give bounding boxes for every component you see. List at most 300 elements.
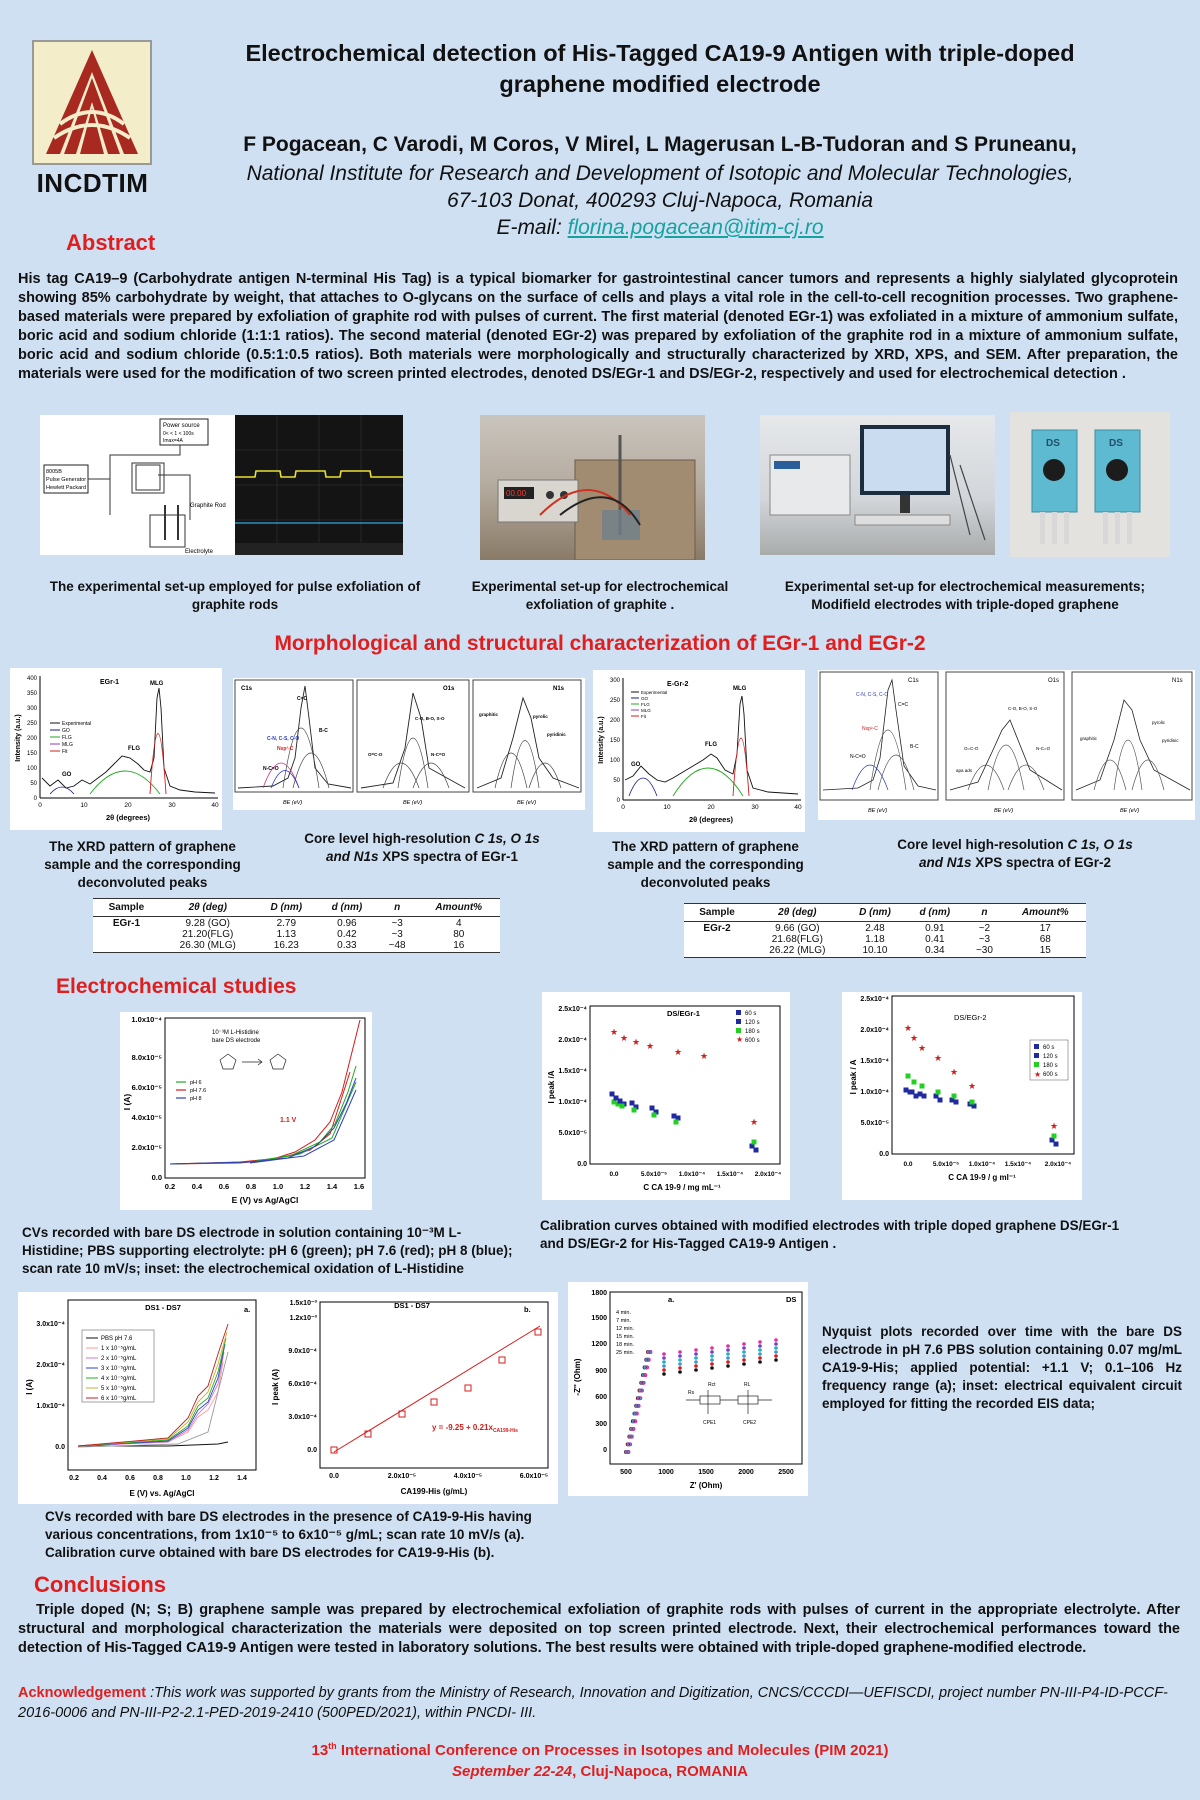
xps2-panel-c1s: C1s bbox=[908, 678, 919, 684]
nyq-point bbox=[678, 1366, 682, 1370]
cvds-legend-2: 2 x 10⁻⁵g/mL bbox=[101, 1356, 137, 1362]
nyq-point bbox=[742, 1358, 746, 1362]
t2-n-2: ~30 bbox=[975, 945, 993, 956]
schematic-rod-label: Graphite Rod bbox=[190, 503, 226, 509]
cvds-legend-3: 3 x 10⁻⁵g/mL bbox=[101, 1366, 137, 1372]
nyq-point bbox=[710, 1362, 714, 1366]
xps1-xlabel-1: BE (eV) bbox=[283, 800, 303, 806]
cvh-xtick-0: 0.2 bbox=[164, 1182, 176, 1191]
nyq-point bbox=[758, 1344, 762, 1348]
calb-xtick-1: 2.0x10⁻⁵ bbox=[387, 1473, 417, 1480]
nyq-point bbox=[774, 1338, 778, 1342]
cvds-xtick-4: 1.0 bbox=[181, 1475, 191, 1482]
nyq-point bbox=[694, 1360, 698, 1364]
xps2-xlabel-2: BE (eV) bbox=[994, 808, 1014, 814]
t2-theta-2: 26.22 (MLG) bbox=[769, 945, 826, 956]
cv-histidine-chart bbox=[120, 1012, 372, 1210]
caption-xps-egr2 bbox=[885, 836, 1145, 872]
svg-text:★: ★ bbox=[736, 1035, 744, 1044]
cvds-title: DS1 - DS7 bbox=[145, 1303, 181, 1312]
cal1-point-180s bbox=[674, 1120, 679, 1125]
cvds-xtick-1: 0.4 bbox=[97, 1475, 107, 1482]
t1-n-2: ~48 bbox=[388, 940, 406, 951]
conf-num: 13 bbox=[311, 1742, 329, 1759]
conf-date: September 22-24 bbox=[452, 1763, 573, 1780]
cvh-ytick-0: 0.0 bbox=[151, 1173, 162, 1182]
cal1-xtick-0: 0.0 bbox=[609, 1171, 619, 1178]
nyq-legend-1: 7 min. bbox=[616, 1318, 631, 1324]
pulse-setup-schematic bbox=[40, 415, 235, 555]
t1-theta-2: 26.30 (MLG) bbox=[179, 940, 236, 951]
xps2-label-bc: B-C bbox=[910, 744, 919, 750]
xps2-panel-n1s: N1s bbox=[1172, 678, 1183, 684]
nyquist-chart bbox=[568, 1282, 808, 1496]
caption-xps-egr1 bbox=[292, 830, 552, 866]
xrd2-title: E-Gr-2 bbox=[667, 681, 689, 688]
nyq-point bbox=[726, 1364, 730, 1368]
svg-text:100: 100 bbox=[609, 758, 620, 764]
xrd2-ylabel: Intensity (a.u.) bbox=[598, 716, 605, 764]
svg-text:30: 30 bbox=[751, 804, 759, 811]
schematic-gen-type: Pulse Generator bbox=[46, 477, 87, 483]
calb-point bbox=[535, 1329, 541, 1335]
cal2-point-600s: ★ bbox=[934, 1053, 943, 1063]
nyq-xtick-2: 1500 bbox=[698, 1469, 714, 1476]
logo bbox=[32, 40, 152, 165]
nyq-point bbox=[774, 1342, 778, 1346]
t1-head-d: d (nm) bbox=[317, 899, 377, 917]
cvh-xlabel: E (V) vs Ag/AgCl bbox=[231, 1195, 299, 1205]
nyq-point bbox=[774, 1358, 778, 1362]
caption-cv-ds: CVs recorded with bare DS electrodes in the presence of CA19-9-His having various concentrations, from 1x10⁻⁵ to 6x10⁻⁵ g/mL; scan rate 10 mV/s (a). Calibration curve obtained with bare DS electrodes for CA19-9-His (b). bbox=[45, 1509, 532, 1560]
xps1-label-nco: N-C=O bbox=[263, 766, 279, 772]
xrd1-peak-mlg: MLG bbox=[150, 681, 164, 687]
svg-text:300: 300 bbox=[609, 678, 620, 684]
email-link[interactable]: florina.pogacean@itim-cj.ro bbox=[567, 216, 824, 239]
calb-xtick-3: 6.0x10⁻⁵ bbox=[519, 1473, 549, 1480]
xrd1-peak-go: GO bbox=[62, 772, 72, 778]
t2-amount-2: 15 bbox=[1039, 945, 1051, 956]
poster-title-line1: Electrochemical detection of His-Tagged CA19-9 Antigen with triple-doped bbox=[245, 40, 1075, 66]
cal1-ytick-2: 1.0x10⁻⁴ bbox=[558, 1099, 587, 1106]
nyq-circuit-rl: RL bbox=[744, 1382, 751, 1388]
cvds-panel: a. bbox=[244, 1305, 251, 1314]
t2-n-0: ~2 bbox=[978, 923, 991, 934]
t1-sample: EGr-1 bbox=[93, 917, 160, 953]
cvds-xtick-6: 1.4 bbox=[237, 1475, 247, 1482]
t1-d-1: 0.42 bbox=[337, 929, 357, 940]
nyq-ytick-5: 1500 bbox=[591, 1315, 607, 1322]
t2-D-2: 10.10 bbox=[862, 945, 888, 956]
calb-xtick-0: 0.0 bbox=[329, 1473, 339, 1480]
cvh-ytick-1: 2.0x10⁻⁵ bbox=[131, 1143, 162, 1152]
svg-text:0: 0 bbox=[621, 804, 625, 811]
nyq-point bbox=[678, 1358, 682, 1362]
svg-text:200: 200 bbox=[609, 718, 620, 724]
nyq-point bbox=[758, 1348, 762, 1352]
cvh-xtick-3: 0.8 bbox=[245, 1182, 257, 1191]
cvds-xtick-2: 0.6 bbox=[125, 1475, 135, 1482]
svg-text:400: 400 bbox=[26, 676, 37, 682]
calb-point bbox=[431, 1399, 437, 1405]
cal2-xtick-2: 1.0x10⁻⁴ bbox=[968, 1161, 996, 1168]
cal2-point-600s: ★ bbox=[910, 1033, 919, 1043]
cvh-xtick-4: 1.0 bbox=[272, 1182, 284, 1191]
nyq-point bbox=[710, 1346, 714, 1350]
calb-xlabel: CA199-His (g/mL) bbox=[400, 1487, 468, 1496]
svg-text:200: 200 bbox=[26, 736, 37, 742]
svg-text:★: ★ bbox=[1034, 1070, 1042, 1079]
t2-n-1: ~3 bbox=[978, 934, 991, 945]
caption-exfoliation-setup: Experimental set-up for electrochemical exfoliation of graphite . bbox=[471, 579, 729, 612]
svg-text:300: 300 bbox=[26, 706, 37, 712]
nyq-point bbox=[678, 1370, 682, 1374]
nyq-point bbox=[662, 1352, 666, 1356]
schematic-gen-maker: Hewlett Packard bbox=[46, 485, 87, 491]
cal1-point-180s bbox=[752, 1140, 757, 1145]
xrd2-peak-flg: FLG bbox=[705, 742, 717, 748]
cal1-xlabel: C CA 19-9 / mg mL⁻¹ bbox=[643, 1183, 721, 1192]
cal2-legend-0: 60 s bbox=[1043, 1045, 1055, 1051]
xps2-label-pyrolic: pyrolic bbox=[1152, 720, 1166, 725]
cvds-legend-0: PBS pH 7.6 bbox=[101, 1336, 133, 1342]
svg-text:00.00: 00.00 bbox=[506, 489, 527, 498]
t1-D-0: 2.79 bbox=[276, 918, 297, 929]
t2-sample: EGr-2 bbox=[684, 922, 750, 958]
cal2-xtick-1: 5.0x10⁻⁵ bbox=[932, 1161, 960, 1168]
xps1-label-nco2: N-C=O bbox=[431, 752, 446, 757]
nyq-point bbox=[678, 1362, 682, 1366]
cal2-xtick-3: 1.5x10⁻⁴ bbox=[1004, 1161, 1032, 1168]
cal1-ytick-1: 5.0x10⁻⁵ bbox=[558, 1130, 587, 1137]
xps1-xlabel-3: BE (eV) bbox=[517, 800, 537, 806]
t2-amount-0: 17 bbox=[1039, 923, 1051, 934]
nyq-xlabel: Z' (Ohm) bbox=[689, 1481, 723, 1490]
nyq-circuit-cpe2: CPE2 bbox=[743, 1420, 757, 1426]
nyq-point bbox=[742, 1362, 746, 1366]
xps1-label-oco: O=C-O bbox=[368, 752, 383, 757]
t1-n-0: ~3 bbox=[391, 918, 403, 929]
electrode-2-label: DS bbox=[1109, 438, 1123, 449]
nyq-point bbox=[694, 1364, 698, 1368]
nyq-legend-0: 4 min. bbox=[616, 1310, 631, 1316]
t1-head-theta: 2θ (deg) bbox=[160, 899, 256, 917]
nyq-circuit-cpe1: CPE1 bbox=[703, 1420, 717, 1426]
calb-ytick-1: 3.0x10⁻⁴ bbox=[288, 1414, 317, 1421]
t1-n-1: ~3 bbox=[391, 929, 403, 940]
cal1-xtick-2: 1.0x10⁻⁴ bbox=[678, 1171, 706, 1178]
t1-amount-2: 16 bbox=[453, 940, 465, 951]
t1-d-2: 0.33 bbox=[337, 940, 357, 951]
cal2-ytick-4: 2.0x10⁻⁴ bbox=[860, 1027, 889, 1034]
nyq-point bbox=[726, 1348, 730, 1352]
t1-D-2: 16.23 bbox=[273, 940, 299, 951]
cvds-ytick-1: 1.0x10⁻⁴ bbox=[36, 1403, 65, 1410]
schematic-power-label: Power source bbox=[163, 423, 200, 429]
svg-text:0: 0 bbox=[33, 796, 37, 802]
cal2-point-180s bbox=[920, 1084, 925, 1089]
caption-xps2-c: XPS spectra of EGr-2 bbox=[971, 855, 1112, 870]
xps1-label-bc: B-C bbox=[319, 728, 328, 734]
xps2-label-graphitic: graphitic bbox=[1080, 736, 1098, 741]
conference-date-line bbox=[0, 1763, 1200, 1780]
logo-text: INCDTIM bbox=[36, 168, 149, 198]
xps2-xlabel-3: BE (eV) bbox=[1120, 808, 1140, 814]
calb-point bbox=[365, 1431, 371, 1437]
cal2-xtick-4: 2.0x10⁻⁴ bbox=[1044, 1161, 1072, 1168]
morphology-heading: Morphological and structural characterization of EGr-1 and EGr-2 bbox=[274, 632, 926, 655]
nyq-ytick-2: 600 bbox=[595, 1394, 607, 1401]
cal1-point-600s: ★ bbox=[632, 1037, 641, 1047]
nyq-point bbox=[742, 1354, 746, 1358]
xps2-label-nsp: Nsp²-C bbox=[862, 726, 878, 732]
xrd-chart-egr2 bbox=[593, 670, 805, 832]
cal2-ytick-2: 1.0x10⁻⁴ bbox=[860, 1089, 889, 1096]
cal1-point-600s: ★ bbox=[610, 1027, 619, 1037]
nyq-point bbox=[774, 1354, 778, 1358]
cvh-xtick-5: 1.2 bbox=[299, 1182, 311, 1191]
cvh-xtick-1: 0.4 bbox=[191, 1182, 203, 1191]
xrd-table-egr1 bbox=[93, 898, 500, 953]
xrd-table-egr2 bbox=[684, 903, 1086, 958]
nyq-circuit-rct: Rct bbox=[708, 1382, 716, 1388]
xrd2-peak-go: GO bbox=[631, 762, 641, 768]
xrd2-legend-mlg: MLG bbox=[641, 708, 651, 713]
cal1-point-600s: ★ bbox=[674, 1047, 683, 1057]
calibration-chart-egr1 bbox=[542, 992, 790, 1200]
nyq-point bbox=[694, 1356, 698, 1360]
address: 67-103 Donat, 400293 Cluj-Napoca, Romania bbox=[446, 189, 874, 212]
cvds-ytick-2: 2.0x10⁻⁴ bbox=[36, 1362, 65, 1369]
xrd1-peak-flg: FLG bbox=[128, 746, 140, 752]
xps2-label-oco: O=C-O bbox=[964, 746, 979, 751]
svg-text:40: 40 bbox=[211, 802, 219, 809]
cal1-legend-3: 600 s bbox=[745, 1038, 760, 1044]
nyq-point bbox=[710, 1354, 714, 1358]
nyq-point bbox=[726, 1344, 730, 1348]
calb-title: DS1 - DS7 bbox=[394, 1301, 430, 1310]
nyq-ytick-4: 1200 bbox=[591, 1341, 607, 1348]
caption-xps2-a: Core level high-resolution bbox=[897, 837, 1068, 852]
cv-ds-chart bbox=[18, 1292, 262, 1504]
xps2-label-co: C-O, B-O, S-O bbox=[1008, 706, 1038, 711]
cvds-ytick-3: 3.0x10⁻⁴ bbox=[36, 1321, 65, 1328]
nyq-point bbox=[678, 1354, 682, 1358]
xps1-label-cn: C-N, C-S, C-O bbox=[267, 736, 300, 742]
nyq-point bbox=[662, 1364, 666, 1368]
cvh-xtick-2: 0.6 bbox=[218, 1182, 230, 1191]
calb-ytick-5: 1.5x10⁻³ bbox=[289, 1300, 317, 1307]
cvh-inset2: bare DS electrode bbox=[212, 1038, 261, 1044]
calb-eq-sub: CA199-His bbox=[492, 1428, 518, 1434]
cal1-xtick-3: 1.5x10⁻⁴ bbox=[716, 1171, 744, 1178]
schematic-electrolyte-label: Electrolyte bbox=[185, 549, 214, 555]
svg-text:40: 40 bbox=[794, 804, 802, 811]
t2-theta-1: 21.68(FLG) bbox=[771, 934, 823, 945]
cvh-ytick-5: 1.0x10⁻⁴ bbox=[131, 1015, 162, 1024]
xps2-label-nco: N-C=O bbox=[850, 754, 866, 760]
xps2-label-nco2: N-C=O bbox=[1036, 746, 1051, 751]
xps2-label-apa: apa ads bbox=[956, 768, 973, 773]
cvh-xtick-7: 1.6 bbox=[353, 1182, 365, 1191]
cal2-point-600s: ★ bbox=[904, 1023, 913, 1033]
nyq-ytick-3: 900 bbox=[595, 1368, 607, 1375]
cvds-legend-4: 4 x 10⁻⁵g/mL bbox=[101, 1376, 137, 1382]
xrd2-xlabel: 2θ (degrees) bbox=[688, 815, 734, 824]
cal1-point-600s: ★ bbox=[750, 1117, 759, 1127]
cvds-legend-6: 6 x 10⁻⁵g/mL bbox=[101, 1396, 137, 1402]
ack-label: Acknowledgement bbox=[18, 1685, 147, 1701]
xps2-panel-o1s: O1s bbox=[1048, 678, 1060, 684]
calb-ytick-0: 0.0 bbox=[307, 1447, 317, 1454]
t1-theta-0: 9.28 (GO) bbox=[185, 918, 230, 929]
calb-point bbox=[499, 1357, 505, 1363]
acknowledgement bbox=[18, 1683, 1168, 1723]
cal2-ytick-5: 2.5x10⁻⁴ bbox=[860, 996, 889, 1003]
svg-text:30: 30 bbox=[168, 802, 176, 809]
xrd2-legend-exp: Experimental bbox=[641, 690, 668, 695]
cvds-legend-5: 5 x 10⁻⁵g/mL bbox=[101, 1386, 137, 1392]
conf-place: , Cluj-Napoca, ROMANIA bbox=[572, 1763, 748, 1780]
cal1-point-600s: ★ bbox=[646, 1041, 655, 1051]
svg-text:10: 10 bbox=[80, 802, 88, 809]
caption-xrd-egr2: The XRD pattern of graphene sample and the corresponding deconvoluted peaks bbox=[607, 839, 804, 890]
caption-nyquist: Nyquist plots recorded over time with the bare DS electrode in pH 7.6 PBS solution containing 0.07 mg/mL CA19-9-His; applied potential: +1.1 V; 0.1–106 Hz frequency range (a); inset: electrical equivalent circuit employed for fitting the recorded EIS data; bbox=[822, 1324, 1182, 1411]
cvh-legend-2: pH 8 bbox=[190, 1096, 202, 1102]
conclusions-heading: Conclusions bbox=[34, 1572, 167, 1597]
nyq-point bbox=[726, 1360, 730, 1364]
xps1-panel-c1s: C1s bbox=[241, 686, 253, 692]
authors: F Pogacean, C Varodi, M Coros, V Mirel, L Magerusan L-B-Tudoran and S Pruneanu, bbox=[243, 133, 1077, 156]
cal1-ylabel: I peak /A bbox=[547, 1070, 556, 1104]
calb-equation bbox=[432, 1423, 518, 1434]
cal2-ytick-0: 0.0 bbox=[879, 1151, 889, 1158]
cvh-xtick-6: 1.4 bbox=[326, 1182, 338, 1191]
t2-head-amount: Amount% bbox=[1005, 904, 1086, 922]
svg-text:100: 100 bbox=[26, 766, 37, 772]
nyq-point bbox=[662, 1356, 666, 1360]
cvh-ytick-3: 6.0x10⁻⁵ bbox=[131, 1083, 162, 1092]
nyq-point bbox=[774, 1350, 778, 1354]
t2-theta-0: 9.66 (GO) bbox=[775, 923, 820, 934]
cal1-point-120s bbox=[754, 1148, 759, 1153]
svg-text:0: 0 bbox=[616, 798, 620, 804]
nyq-point bbox=[726, 1352, 730, 1356]
xps2-label-cc: C=C bbox=[898, 702, 909, 708]
calibration-ds-chart bbox=[262, 1292, 558, 1504]
cal2-ylabel: I peak / A bbox=[849, 1059, 858, 1095]
xrd2-peak-mlg: MLG bbox=[733, 686, 747, 692]
modified-electrodes-photo bbox=[1010, 412, 1170, 557]
xps1-label-nsp: Nsp²-C bbox=[277, 746, 294, 752]
nyq-point bbox=[710, 1358, 714, 1362]
nyq-point bbox=[758, 1340, 762, 1344]
caption-pulse-setup: The experimental set-up employed for pulse exfoliation of graphite rods bbox=[49, 579, 421, 612]
xrd-chart-egr1 bbox=[10, 668, 222, 830]
svg-text:250: 250 bbox=[26, 721, 37, 727]
xrd1-legend-mlg: MLG bbox=[62, 742, 73, 748]
t1-head-sample: Sample bbox=[93, 899, 160, 917]
xps2-xlabel-1: BE (eV) bbox=[868, 808, 888, 814]
cal2-ytick-1: 5.0x10⁻⁵ bbox=[860, 1120, 889, 1127]
t2-d-2: 0.34 bbox=[925, 945, 945, 956]
cvh-legend-0: pH 6 bbox=[190, 1080, 202, 1086]
svg-text:20: 20 bbox=[124, 802, 132, 809]
cvh-legend-1: pH 7.6 bbox=[190, 1088, 207, 1094]
nyq-xtick-1: 1000 bbox=[658, 1469, 674, 1476]
calb-ytick-2: 6.0x10⁻⁴ bbox=[288, 1381, 317, 1388]
cal2-ytick-3: 1.5x10⁻⁴ bbox=[860, 1058, 889, 1065]
xrd1-legend-go: GO bbox=[62, 728, 70, 734]
calb-panel: b. bbox=[524, 1305, 531, 1314]
nyq-point bbox=[678, 1350, 682, 1354]
nyq-point bbox=[758, 1360, 762, 1364]
cal1-legend-1: 120 s bbox=[745, 1020, 760, 1026]
conference-line bbox=[0, 1741, 1200, 1759]
t1-head-amount: Amount% bbox=[418, 899, 501, 917]
t2-d-0: 0.91 bbox=[925, 923, 945, 934]
cvh-annot: 1.1 V bbox=[280, 1117, 297, 1124]
nyq-xtick-3: 2000 bbox=[738, 1469, 754, 1476]
calb-xtick-2: 4.0x10⁻⁵ bbox=[453, 1473, 483, 1480]
nyq-point bbox=[742, 1350, 746, 1354]
nyq-point bbox=[758, 1352, 762, 1356]
cal1-point-600s: ★ bbox=[700, 1051, 709, 1061]
cal2-point-180s bbox=[936, 1090, 941, 1095]
cal1-title: DS/EGr-1 bbox=[667, 1009, 700, 1018]
cal2-point-600s: ★ bbox=[1050, 1121, 1059, 1131]
xrd2-legend-go: GO bbox=[641, 696, 649, 701]
xrd2-legend-flg: FLG bbox=[641, 702, 650, 707]
cvh-inset1: 10⁻³M L-Histidine bbox=[212, 1030, 259, 1036]
calb-ylabel: I peak (A) bbox=[271, 1368, 280, 1406]
xrd2-legend-fit: Fit bbox=[641, 714, 646, 719]
xrd1-legend-exp: Experimental bbox=[62, 721, 92, 727]
nyq-point bbox=[694, 1348, 698, 1352]
cal2-point-180s bbox=[952, 1094, 957, 1099]
cal1-ytick-5: 2.5x10⁻⁴ bbox=[558, 1006, 587, 1013]
cal1-point-600s: ★ bbox=[620, 1033, 629, 1043]
xps1-panel-n1s: N1s bbox=[553, 686, 565, 692]
cal2-point-180s bbox=[912, 1080, 917, 1085]
nyq-point bbox=[726, 1356, 730, 1360]
cal2-point-120s bbox=[954, 1100, 959, 1105]
xrd1-title: EGr-1 bbox=[100, 679, 120, 686]
cvds-ylabel: I (A) bbox=[25, 1379, 34, 1395]
exfoliation-setup-photo bbox=[480, 415, 705, 560]
t1-amount-0: 4 bbox=[455, 918, 462, 929]
conf-name: International Conference on Processes in Isotopes and Molecules (PIM 2021) bbox=[336, 1742, 889, 1759]
poster-title-line2: graphene modified electrode bbox=[499, 71, 821, 97]
xps-chart-egr2 bbox=[818, 670, 1195, 820]
xps1-label-pyrolic: pyrolic bbox=[533, 714, 548, 719]
nyq-point bbox=[742, 1342, 746, 1346]
xrd1-ylabel: Intensity (a.u.) bbox=[15, 714, 22, 762]
cvds-legend-1: 1 x 10⁻⁵g/mL bbox=[101, 1346, 137, 1352]
cal1-point-180s bbox=[620, 1104, 625, 1109]
cal2-point-600s: ★ bbox=[950, 1067, 959, 1077]
xps2-label-cn: C-N, C-S, C-O bbox=[856, 692, 889, 698]
cal2-title: DS/EGr-2 bbox=[954, 1013, 987, 1022]
t2-D-0: 2.48 bbox=[865, 923, 885, 934]
nyq-title: DS bbox=[786, 1295, 797, 1304]
xps2-label-pyridinic: pyridinic bbox=[1162, 738, 1179, 743]
xrd1-legend-fit: Fit bbox=[62, 749, 68, 755]
nyq-xtick-4: 2500 bbox=[778, 1469, 794, 1476]
t2-head-D: D (nm) bbox=[845, 904, 906, 922]
cal1-ytick-0: 0.0 bbox=[577, 1161, 587, 1168]
calb-point bbox=[465, 1385, 471, 1391]
